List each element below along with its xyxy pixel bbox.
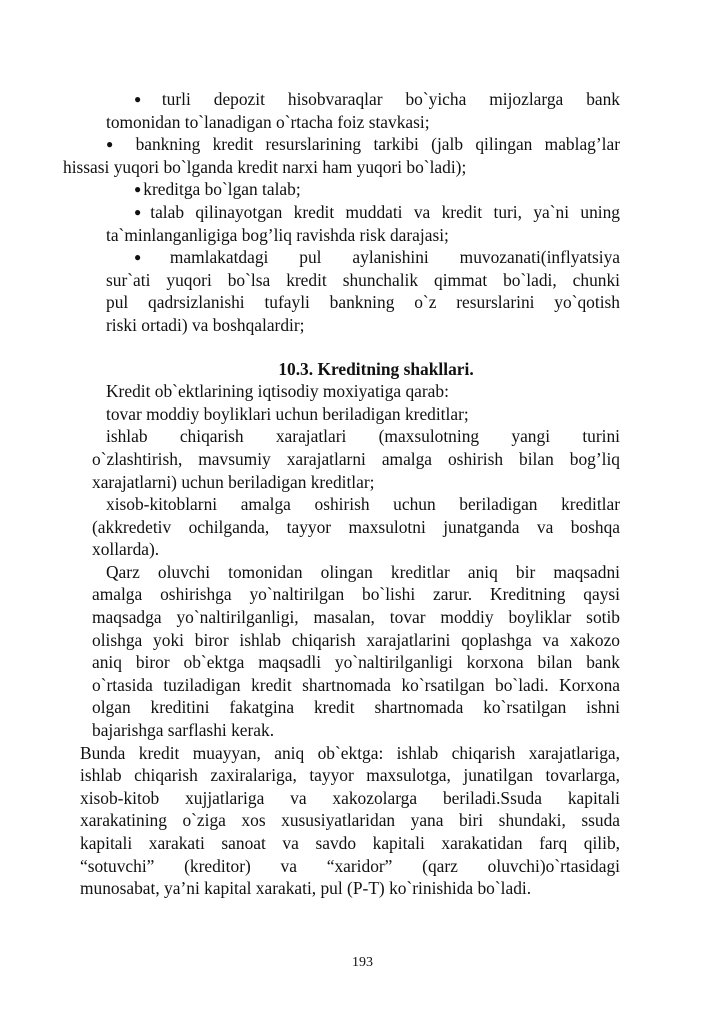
text-line: kapitali xarakati sanoat va savdo kapitali xarakatidan farq qilib, [80, 833, 620, 853]
paragraph [92, 561, 620, 742]
paragraph [92, 425, 620, 493]
text-line: bajarishga sarflashi kerak. [92, 720, 275, 741]
text-line: olishga yoki biror ishlab chiqarish xarajatlarini qoplashga va xakozo [92, 629, 620, 650]
text-line: o`rtasida tuziladigan kredit shartnomada ko`rsatilgan bo`ladi. Korxona [92, 674, 620, 695]
bullet-item [92, 88, 620, 133]
text-line: ishlab chiqarish zaxiralariga, tayyor maxsulotga, junatilgan tovarlarga, [80, 765, 620, 786]
text-line: xollarda). [92, 539, 160, 560]
text-line: ● kreditga bo`lgan talab; [134, 179, 301, 200]
text-line: riski ortadi) va boshqalardir; [106, 314, 305, 335]
page-content [63, 88, 621, 900]
text-line: maqsadga yo`naltirilganligi, masalan, tovar moddiy boyliklar sotib [92, 607, 620, 628]
text-line: Bunda kredit muayyan, aniq ob`ektga: ishlab chiqarish xarajatlariga, [80, 742, 620, 763]
text-line: ● bankning kredit resurslarining tarkibi (jalb qilingan mablag’lar [106, 134, 620, 155]
text-line: xisob-kitoblarni amalga oshirish uchun beriladigan kreditlar [106, 494, 620, 515]
text-line: amalga oshirishga yo`naltirilgan bo`lishi zarur. Kreditning qaysi [92, 584, 620, 605]
text-line: hissasi yuqori bo`lganda kredit narxi ham yuqori bo`ladi); [63, 156, 467, 177]
section-heading: 10.3. Kreditning shakllari. [278, 358, 474, 379]
text-line: xarajatlarni) uchun beriladigan kreditlar; [92, 471, 375, 492]
text-line: (akkredetiv ochilganda, tayyor maxsulotni junatganda va boshqa [92, 516, 620, 537]
text-line: Qarz oluvchi tomonidan olingan kreditlar aniq bir maqsadni [106, 561, 620, 582]
paragraph [80, 742, 620, 900]
text-line: xarakatining o`ziga xos xususiyatlaridan yana biri shundaki, ssuda [80, 810, 620, 831]
bullet-dot-icon: ● [134, 250, 168, 265]
bullet-item [92, 246, 620, 336]
bullet-item [92, 201, 620, 246]
paragraph: Kredit ob`ektlarining iqtisodiy moxiyatiga qarab: [106, 381, 449, 402]
text-line: ● mamlakatdagi pul aylanishini muvozanati(inflyatsiya [134, 247, 621, 268]
text-line: xisob-kitob xujjatlariga va xakozolarga beriladi.Ssuda kapitali [80, 787, 620, 808]
text-line: munosabat, ya’ni kapital xarakati, pul (P-T) ko`rinishida bo`ladi. [80, 878, 532, 899]
bullet-dot-icon: ● [106, 137, 122, 152]
bullet-dot-icon: ● [134, 92, 160, 106]
page-number: 193 [352, 955, 373, 970]
text-line: “sotuvchi” (kreditor) va “xaridor” (qarz oluvchi)o`rtasidagi [80, 855, 620, 876]
text-line: ishlab chiqarish xarajatlari (maxsulotning yangi turini [106, 426, 620, 447]
paragraph: tovar moddiy boyliklari uchun beriladigan kreditlar; [106, 403, 469, 424]
text-line: olgan kreditini fakatgina kredit shartnomada ko`rsatilgan ishni [92, 697, 620, 718]
bullet-dot-icon: ● [134, 182, 142, 197]
text-line: ● talab qilinayotgan kredit muddati va kredit turi, ya`ni uning [134, 201, 620, 222]
bullet-item [92, 178, 620, 201]
paragraph [92, 493, 620, 561]
text-line: sur`ati yuqori bo`lsa kredit shunchalik qimmat bo`ladi, chunki [106, 269, 620, 290]
bullet-dot-icon: ● [134, 204, 149, 219]
text-line: ta`minlanganligiga bog’liq ravishda risk darajasi; [106, 224, 449, 245]
text-line: o`zlashtirish, mavsumiy xarajatlarni amalga oshirish bilan bog’liq [92, 448, 620, 469]
text-line: aniq biror ob`ektga maqsadli yo`naltirilganligi korxona bilan bank [92, 652, 620, 673]
text-line: pul qadrsizlanishi tufayli bankning o`z resurslarini yo`qotish [106, 292, 620, 313]
bullet-item [63, 133, 620, 178]
text-line: ● turli depozit hisobvaraqlar bo`yicha mijozlarga bank [134, 89, 621, 109]
text-line: tomonidan to`lanadigan o`rtacha foiz stavkasi; [106, 111, 430, 132]
